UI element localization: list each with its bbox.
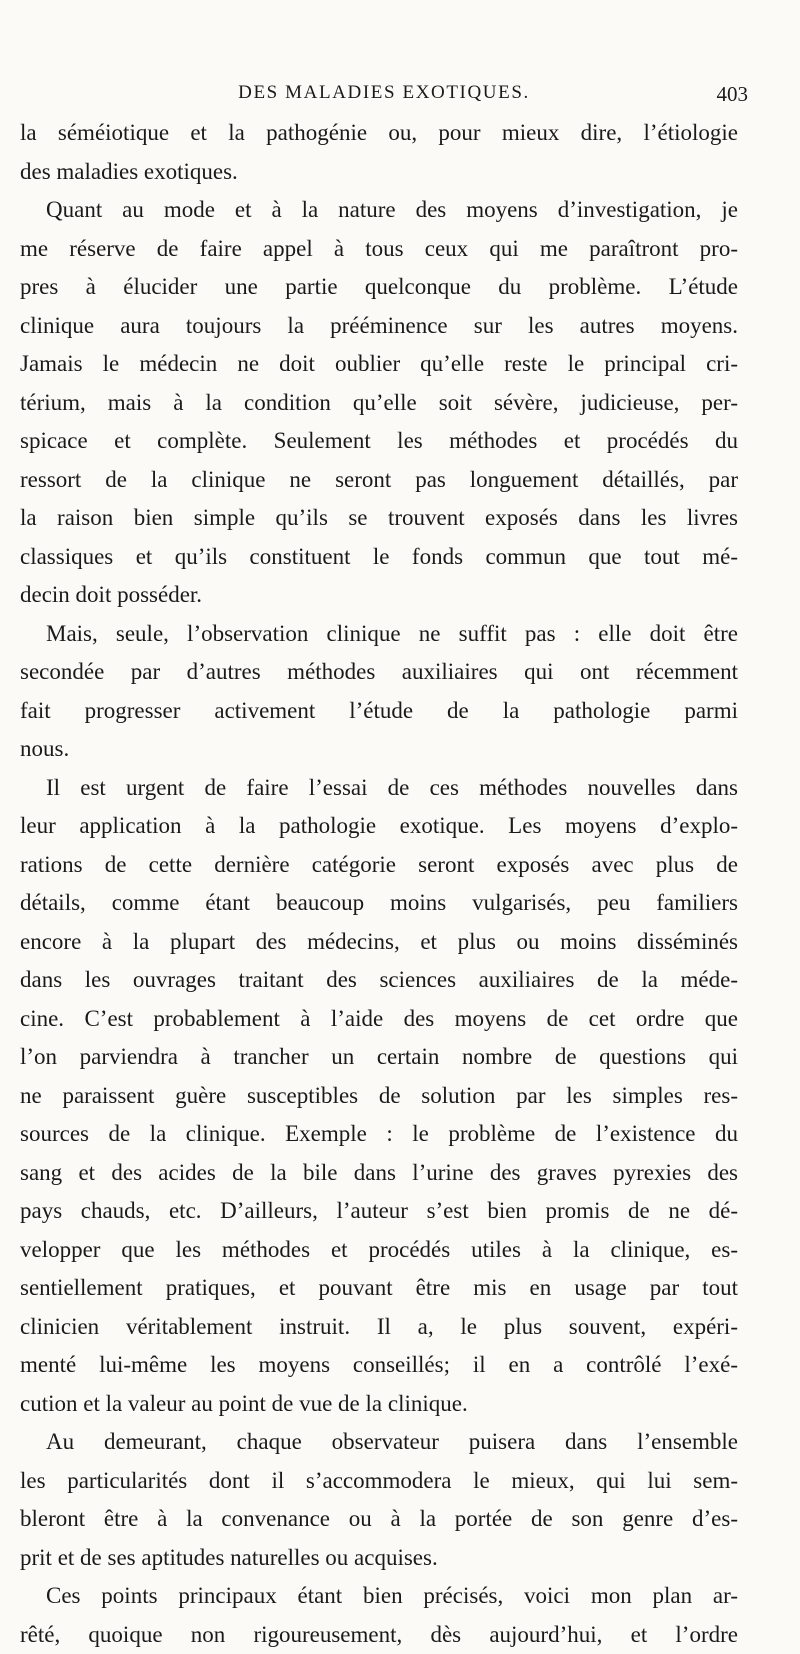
text-line: decin doit posséder.	[20, 576, 738, 615]
text-line: prit et de ses aptitudes naturelles ou acquises.	[20, 1539, 738, 1578]
text-line: Ces points principaux étant bien précisés, voici mon plan ar-	[20, 1577, 738, 1616]
text-line: cine. C’est probablement à l’aide des moyens de cet ordre que	[20, 1000, 738, 1039]
text-line: clinicien véritablement instruit. Il a, le plus souvent, expéri-	[20, 1308, 738, 1347]
text-line: me réserve de faire appel à tous ceux qui me paraîtront pro-	[20, 230, 738, 269]
text-line: l’on parviendra à trancher un certain nombre de questions qui	[20, 1038, 738, 1077]
text-line: pres à élucider une partie quelconque du problème. L’étude	[20, 268, 738, 307]
text-line: ressort de la clinique ne seront pas longuement détaillés, par	[20, 461, 738, 500]
text-line: encore à la plupart des médecins, et plus ou moins disséminés	[20, 923, 738, 962]
page-number: 403	[717, 82, 749, 107]
running-header	[20, 82, 748, 112]
text-line: Jamais le médecin ne doit oublier qu’elle reste le principal cri-	[20, 345, 738, 384]
text-line: sources de la clinique. Exemple : le problème de l’existence du	[20, 1115, 738, 1154]
text-line: rations de cette dernière catégorie seront exposés avec plus de	[20, 846, 738, 885]
text-line: leur application à la pathologie exotique. Les moyens d’explo-	[20, 807, 738, 846]
text-line: térium, mais à la condition qu’elle soit sévère, judicieuse, per-	[20, 384, 738, 423]
text-line: cution et la valeur au point de vue de la clinique.	[20, 1385, 738, 1424]
text-line: menté lui-même les moyens conseillés; il en a contrôlé l’exé-	[20, 1346, 738, 1385]
text-line: velopper que les méthodes et procédés utiles à la clinique, es-	[20, 1231, 738, 1270]
text-line: la séméiotique et la pathogénie ou, pour mieux dire, l’étiologie	[20, 114, 738, 153]
text-line: classiques et qu’ils constituent le fonds commun que tout mé-	[20, 538, 738, 577]
text-line: nous.	[20, 730, 738, 769]
text-line: Quant au mode et à la nature des moyens d’investigation, je	[20, 191, 738, 230]
text-line: secondée par d’autres méthodes auxiliaires qui ont récemment	[20, 653, 738, 692]
text-line: ne paraissent guère susceptibles de solution par les simples res-	[20, 1077, 738, 1116]
text-line: fait progresser activement l’étude de la pathologie parmi	[20, 692, 738, 731]
text-line: bleront être à la convenance ou à la portée de son genre d’es-	[20, 1500, 738, 1539]
text-line: sentiellement pratiques, et pouvant être mis en usage par tout	[20, 1269, 738, 1308]
text-line: Mais, seule, l’observation clinique ne suffit pas : elle doit être	[20, 615, 738, 654]
text-line: clinique aura toujours la prééminence sur les autres moyens.	[20, 307, 738, 346]
text-line: Il est urgent de faire l’essai de ces méthodes nouvelles dans	[20, 769, 738, 808]
text-line: spicace et complète. Seulement les méthodes et procédés du	[20, 422, 738, 461]
text-line: rêté, quoique non rigoureusement, dès aujourd’hui, et l’ordre	[20, 1616, 738, 1654]
text-line: dans les ouvrages traitant des sciences auxiliaires de la méde-	[20, 961, 738, 1000]
running-title: DES MALADIES EXOTIQUES.	[20, 82, 748, 104]
text-line: les particularités dont il s’accommodera le mieux, qui lui sem-	[20, 1462, 738, 1501]
body-text	[20, 114, 738, 1654]
text-line: des maladies exotiques.	[20, 153, 738, 192]
text-line: sang et des acides de la bile dans l’urine des graves pyrexies des	[20, 1154, 738, 1193]
text-line: Au demeurant, chaque observateur puisera dans l’ensemble	[20, 1423, 738, 1462]
text-line: pays chauds, etc. D’ailleurs, l’auteur s’est bien promis de ne dé-	[20, 1192, 738, 1231]
text-line: la raison bien simple qu’ils se trouvent exposés dans les livres	[20, 499, 738, 538]
text-line: détails, comme étant beaucoup moins vulgarisés, peu familiers	[20, 884, 738, 923]
